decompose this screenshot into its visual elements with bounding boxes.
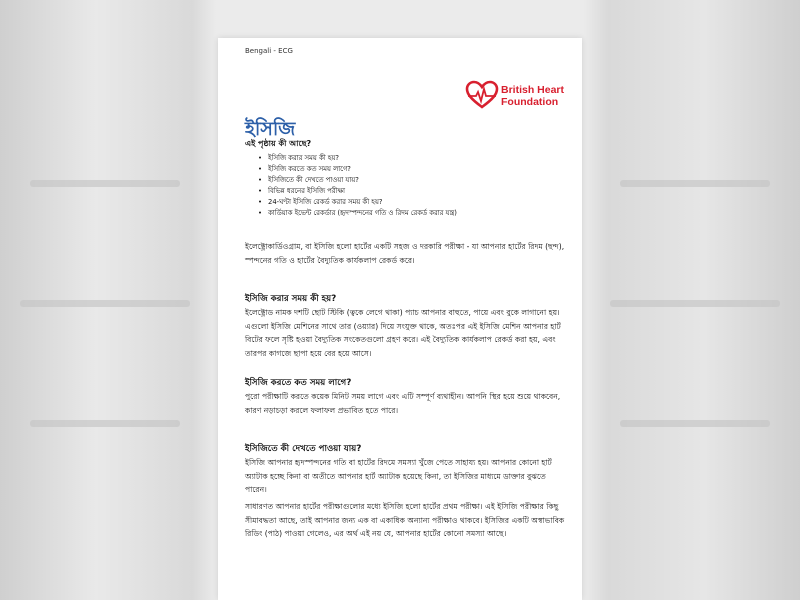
blurred-background-text (30, 420, 180, 427)
section-paragraph: সাধারণত আপনার হার্টের পরীক্ষাগুলোর মধ্যে ইসিজি হলো হার্টের প্রথম পরীক্ষা। এই ইসিজি পরীক্ষার কিছু সীমাবদ্ধতা আছে, তাই আপনার জন্য এক বা একাধিক অন্যান্য পরীক্ষাও থাকবে। ইসিজির একটি অস্বাভাবিক রিডিং (পাঠ) পাওয়া গেলেও, এর অর্থ এই নয় যে, আপনার হার্টের কোনো সমস্যা আছে। (245, 502, 565, 538)
bhf-logo-text (501, 84, 564, 108)
toc-item[interactable]: • 24-ঘণ্টা ইসিজি রেকর্ড করার সময় কী হয়? (258, 197, 457, 208)
section-paragraph: ইলেক্ট্রোড নামক দশটি ছোট স্টিকি (ত্বকে লেগে থাকা) প্যাচ আপনার বাহুতে, পায়ে এবং বুকে লাগানো হয়। এগুলো ইসিজি মেশিনের সাথে তার (ওয়্যার) দিয়ে সংযুক্ত থাকে, অতঃপর এই ইসিজি মেশিন আপনার হার্ট বিটের ফলে সৃষ্টি হওয়া বৈদ্যুতিক সংকেতগুলো গ্রহণ করে। এই বৈদ্যুতিক কার্যকলাপ রেকর্ড করা হয়, এবং তারপর কাগজে ছাপা হয়ে বের হয়ে আসে। (245, 308, 561, 358)
blurred-background-text (610, 300, 780, 307)
section-heading: ইসিজিতে কী দেখতে পাওয়া যায়? (245, 444, 362, 454)
toc-item[interactable]: • কার্ডিয়াক ইভেন্ট রেকর্ডার (হৃদস্পন্দনের গতি ও রিদম রেকর্ড করার যন্ত্র) (258, 208, 457, 219)
toc-item[interactable]: • বিভিন্ন ধরনের ইসিজি পরীক্ষা (258, 186, 457, 197)
toc-item[interactable]: • ইসিজি করতে কত সময় লাগে? (258, 164, 457, 175)
bhf-logo (465, 80, 577, 114)
blurred-background-text (620, 180, 770, 187)
page-title: ইসিজি (245, 118, 296, 140)
toc-list (258, 153, 457, 219)
toc-item[interactable]: • ইসিজি করার সময় কী হয়? (258, 153, 457, 164)
blurred-background-text (30, 180, 180, 187)
logo-line-2: Foundation (501, 96, 559, 108)
toc-item[interactable]: • ইসিজিতে কী দেখতে পাওয়া যায়? (258, 175, 457, 186)
blurred-background-text (620, 420, 770, 427)
heart-pulse-icon (465, 80, 499, 110)
section-paragraph: পুরো পরীক্ষাটি করতে কয়েক মিনিট সময় লাগে এবং এটি সম্পূর্ণ ব্যথাহীন। আপনি স্থির হয়ে শুয়ে থাকবেন, কারণ নড়াচড়া করলে ফলাফল প্রভাবিত হতে পারে। (245, 392, 561, 415)
logo-line-1: British Heart (501, 84, 565, 96)
document-page (218, 38, 582, 600)
section-heading: ইসিজি করার সময় কী হয়? (245, 294, 337, 304)
blurred-background-text (20, 300, 190, 307)
section-heading: ইসিজি করতে কত সময় লাগে? (245, 378, 352, 388)
intro-paragraph: ইলেক্ট্রোকার্ডিওগ্রাম, বা ইসিজি হলো হার্টের একটি সহজ ও দরকারি পরীক্ষা - যা আপনার হার্টের রিদম (ছন্দ), স্পন্দনের গতি ও হার্টের বৈদ্যুতিক কার্যকলাপ রেকর্ড করে। (245, 242, 565, 265)
section-paragraph: ইসিজি আপনার হৃদস্পন্দনের গতি বা হার্টের রিদমে সমস্যা খুঁজে পেতে সাহায্য হয়। আপনার কোনো হার্ট অ্যাটাক হচ্ছে কিনা বা অতীতে আপনার হার্ট অ্যাটাক হয়েছে কিনা, তা ইসিজির মাধ্যমে ডাক্তার বুঝতে পারেন। (245, 458, 552, 494)
document-language-label: Bengali - ECG (245, 47, 293, 55)
toc-heading: এই পৃষ্ঠায় কী আছে? (245, 139, 312, 148)
